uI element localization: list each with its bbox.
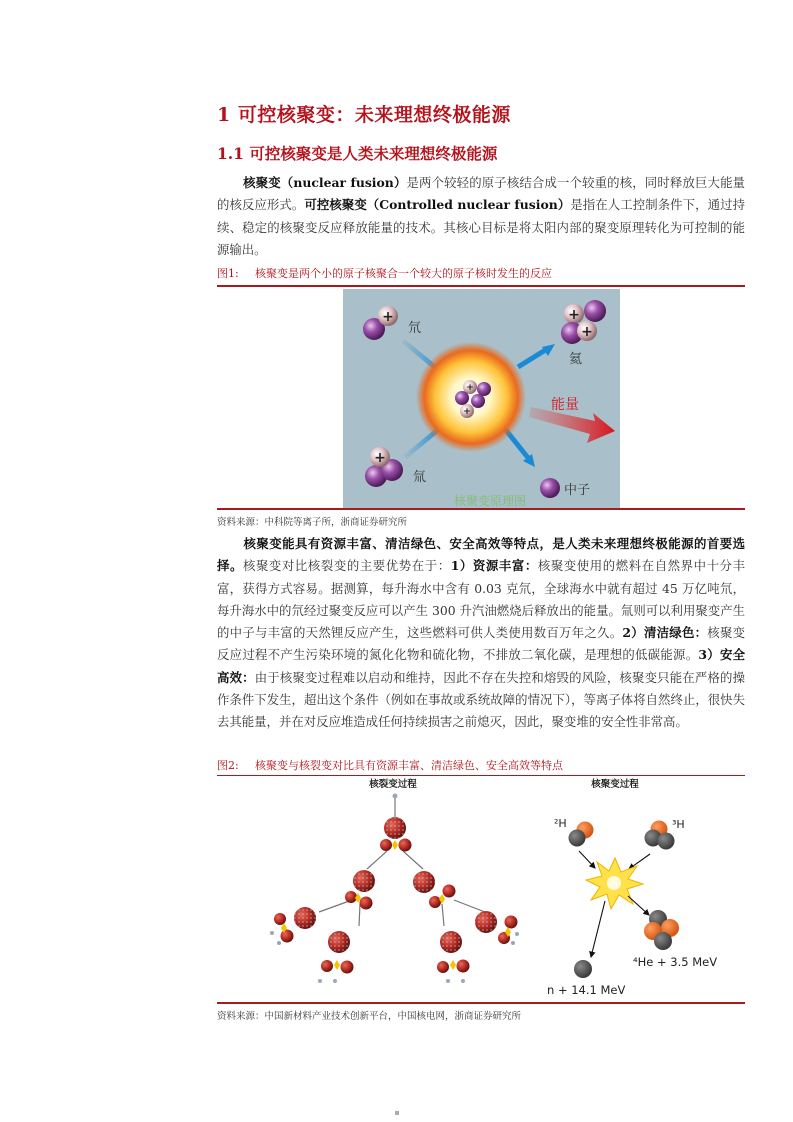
term-controlled-fusion: 可控核聚变（Controlled nuclear fusion） — [304, 197, 571, 213]
heading-2: 1.1 可控核聚变是人类未来理想终极能源 — [217, 144, 498, 163]
heading-1: 1 可控核聚变：未来理想终极能源 — [217, 104, 511, 126]
svg-text:氦: 氦 — [569, 352, 583, 367]
svg-text:+: + — [374, 450, 386, 466]
fusion-principle-diagram — [343, 289, 620, 509]
figure1-top-rule — [217, 285, 745, 287]
svg-text:核裂变过程: 核裂变过程 — [369, 779, 417, 790]
advantage-clean-label: 2）清洁绿色： — [622, 625, 708, 641]
page-marker — [395, 1111, 399, 1115]
svg-text:³H: ³H — [672, 818, 685, 831]
advantage-safe-label: 3）安全高效： — [217, 647, 745, 685]
svg-text:氚: 氚 — [413, 470, 427, 485]
fission-chain-icon — [319, 798, 485, 926]
svg-text:+: + — [382, 309, 394, 325]
svg-text:氘: 氘 — [408, 321, 422, 336]
term-nuclear-fusion: 核聚变（nuclear fusion） — [243, 175, 407, 190]
svg-text:⁴He + 3.5 MeV: ⁴He + 3.5 MeV — [633, 955, 718, 969]
figure1-source: 资料来源：中科院等离子所，浙商证券研究所 — [217, 517, 408, 528]
advantage-resource-label: 1）资源丰富： — [450, 558, 538, 574]
svg-text:+: + — [463, 407, 471, 417]
svg-text:+: + — [466, 383, 474, 393]
advantages-paragraph: 核聚变能具有资源丰富、清洁绿色、安全高效等特点，是人类未来理想终极能源的首要选择。核聚变对比核裂变的主要优势在于：1）资源丰富：核聚变使用的燃料在自然界中十分丰富，获得方式容易。据测算，每升海水中含有 0.03 克氘，全球海水中就有超过 45 万亿吨氘，每升海水中的氘经过聚变反应可以产生 300 升汽油燃烧后释放出的能量。氚则可以利用聚变产生的中子与丰富的天然锂反应产生，这些燃料可供人类使用数百万年之久。2）清洁绿色：核聚变反应过程不产生污染环境的氮化化物和硫化物，不排放二氧化碳，是理想的低碳能源。3）安全高效：由于核聚变过程难以启动和维持，因此不存在失控和熔毁的风险，核聚变只能在严格的操作条件下发生，超出这个条件（例如在事故或系统故障的情况下），等离子体将自然终止，很快失去其能量，并在对反应堆造成任何持续损害之前熄灭，因此，聚变堆的安全性非常高。 — [217, 536, 746, 730]
svg-text:核聚变原理图: 核聚变原理图 — [453, 494, 527, 508]
svg-text:²H: ²H — [554, 817, 567, 830]
svg-text:能量: 能量 — [551, 397, 579, 413]
figure1-bottom-rule — [217, 508, 745, 510]
svg-text:+: + — [581, 324, 593, 340]
svg-text:核聚变过程: 核聚变过程 — [591, 779, 639, 790]
figure2-source: 资料来源：中国新材料产业技术创新平台，中国核电网，浙商证券研究所 — [217, 1011, 522, 1022]
intro-paragraph: 核聚变（nuclear fusion）是两个较轻的原子核结合成一个较重的核，同时释放巨大能量的核反应形式。可控核聚变（Controlled nuclear fusion）是指在人工控制条件下，通过持续、稳定的核聚变反应释放能量的技术。其核心目标是将太阳内部的聚变原理转化为可控制的能源输出。 — [217, 175, 746, 257]
figure2-caption: 图2: 核聚变与核裂变对比具有资源丰富、清洁绿色、安全高效等特点 — [217, 759, 563, 772]
fission-fusion-comparison-diagram — [217, 776, 745, 1002]
svg-text:中子: 中子 — [564, 483, 591, 498]
svg-text:n + 14.1 MeV: n + 14.1 MeV — [547, 983, 626, 997]
fusion-process-icon — [547, 817, 717, 997]
fusion-blast-icon — [416, 342, 526, 452]
svg-text:+: + — [568, 307, 580, 323]
figure2-bottom-rule — [217, 1002, 745, 1004]
figure1-caption: 图1: 核聚变是两个小的原子核聚合一个较大的原子核时发生的反应 — [217, 267, 552, 280]
